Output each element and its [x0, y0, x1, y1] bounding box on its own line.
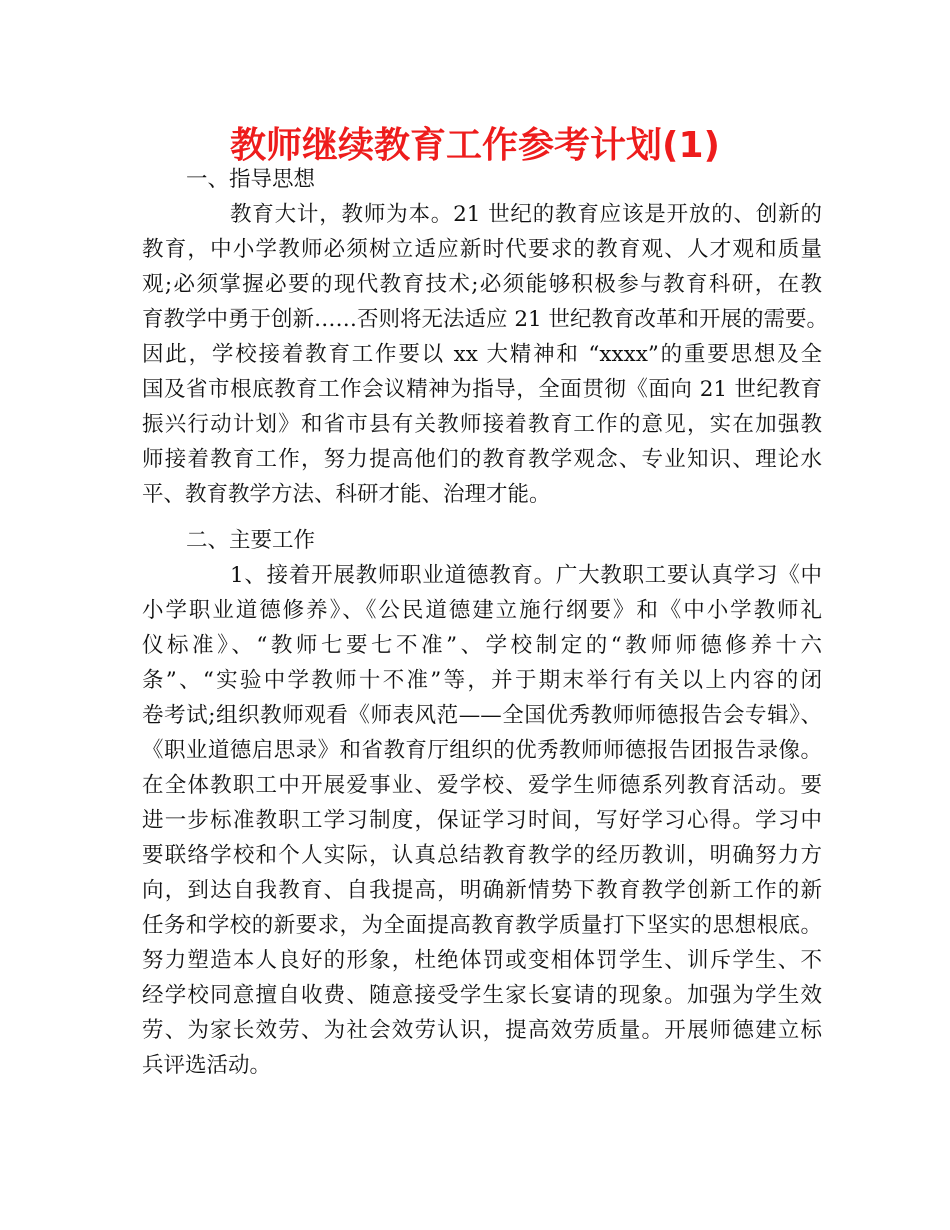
- paragraph-line: 育教学中勇于创新……否则将无法适应 21 世纪教育改革和开展的需要。: [142, 307, 829, 332]
- document-title: 教师继续教育工作参考计划(1): [230, 125, 720, 166]
- paragraph-line: 国及省市根底教育工作会议精神为指导，全面贯彻《面向 21 世纪教育: [142, 377, 822, 402]
- paragraph-line: 1、接着开展教师职业道德教育。广大教职工要认真学习《中: [230, 563, 822, 588]
- paragraph-line: 因此，学校接着教育工作要以 xx 大精神和 “xxxx”的重要思想及全: [142, 342, 822, 367]
- paragraph-line: 仪标准》、“教师七要七不准”、学校制定的“教师师德修养十六: [142, 633, 822, 658]
- paragraph-line: 进一步标准教职工学习制度，保证学习时间，写好学习心得。学习中: [142, 808, 822, 833]
- paragraph-line: 小学职业道德修养》、《公民道德建立施行纲要》和《中小学教师礼: [142, 598, 822, 623]
- paragraph-line: 教育大计，教师为本。21 世纪的教育应该是开放的、创新的: [230, 202, 822, 227]
- paragraph-line: 经学校同意擅自收费、随意接受学生家长宴请的现象。加强为学生效: [142, 983, 822, 1008]
- paragraph-line: 观;必须掌握必要的现代教育技术;必须能够积极参与教育科研，在教: [142, 272, 822, 297]
- paragraph-line: 劳、为家长效劳、为社会效劳认识，提高效劳质量。开展师德建立标: [142, 1018, 822, 1043]
- paragraph-line: 兵评选活动。: [142, 1053, 272, 1078]
- section-heading-main-work: 二、主要工作: [186, 528, 316, 553]
- paragraph-line: 教育，中小学教师必须树立适应新时代要求的教育观、人才观和质量: [142, 237, 822, 262]
- paragraph-line: 振兴行动计划》和省市县有关教师接着教育工作的意见，实在加强教: [142, 412, 822, 437]
- paragraph-line: 向，到达自我教育、自我提高，明确新情势下教育教学创新工作的新: [142, 878, 822, 903]
- paragraph-line: 平、教育教学方法、科研才能、治理才能。: [142, 482, 551, 507]
- paragraph-line: 《职业道德启思录》和省教育厅组织的优秀教师师德报告团报告录像。: [142, 738, 822, 763]
- paragraph-line: 在全体教职工中开展爱事业、爱学校、爱学生师德系列教育活动。要: [142, 773, 822, 798]
- paragraph-line: 师接着教育工作，努力提高他们的教育教学观念、专业知识、理论水: [142, 447, 822, 472]
- paragraph-line: 卷考试;组织教师观看《师表风范——全国优秀教师师德报告会专辑》、: [142, 703, 822, 728]
- paragraph-line: 努力塑造本人良好的形象，杜绝体罚或变相体罚学生、训斥学生、不: [142, 948, 822, 973]
- section-heading-guiding-thought: 一、指导思想: [186, 167, 316, 192]
- paragraph-line: 要联络学校和个人实际，认真总结教育教学的经历教训，明确努力方: [142, 843, 822, 868]
- paragraph-line: 条”、“实验中学教师十不准”等，并于期末举行有关以上内容的闭: [142, 668, 822, 693]
- paragraph-line: 任务和学校的新要求，为全面提高教育教学质量打下坚实的思想根底。: [142, 913, 822, 938]
